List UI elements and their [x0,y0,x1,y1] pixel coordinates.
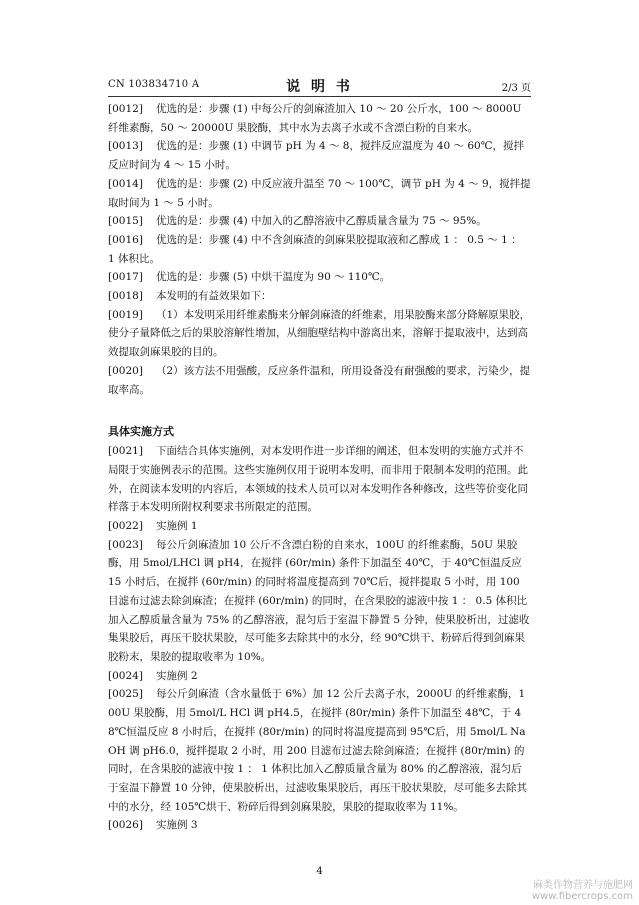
paragraph-text: 下面结合具体实施例，对本发明作进一步详细的阐述，但本发明的实施方式并不局限于实施例表示的范围。这些实施例仅用于说明本发明，而非用于限制本发明的范围。此外，在阅读本发明的内容后，本领域的技术人员可以对本发明作各种修改，这些等价变化同样落于本发明所附权利要求书所限定的范围。 [108,445,528,514]
paragraph-number: [0021] [108,445,143,458]
paragraph [108,137,531,174]
paragraph-text: 实施例 1 [156,520,198,533]
paragraph [108,268,531,287]
paragraph [108,231,531,268]
paragraph [108,517,531,536]
paragraph-number: [0023] [108,538,143,551]
watermark-line: 麻类作物营养与施肥网 [533,880,633,891]
paragraph [108,212,531,231]
paragraph-text: 每公斤剑麻渣（含水量低于 6%）加 12 公斤去离子水，2000U 的纤维素酶，100U 果胶酶，用 5mol/L HCl 调 pH4.5，在搅拌 (80r/min) 条件下加温至 48℃，于 48℃恒温反应 8 小时后，在搅拌 (80r/min) 的同时将温度提高到 95℃后，用 5mol/L NaOH 调 pH6.0，搅拌提取 2 小时，用 200 目滤布过滤去除剑麻渣；在搅拌 (80r/min) 的同时，在含果胶的滤液中按 1 ： 1 体积比加入乙醇质量含量为 80% 的乙醇溶液，混匀后于室温下静置 10 分钟，使果胶析出，过滤收集果胶后，再压干胶状果胶，尽可能多去除其中的水分，经 105℃烘干、粉碎后得到剑麻果胶，果胶的提取收率为 11%。 [108,688,528,813]
page-header [108,76,531,97]
paragraph-number: [0024] [108,669,143,682]
paragraph [108,175,531,212]
paragraph [108,100,531,137]
paragraph-number: [0012] [108,103,143,115]
paragraph-number: [0018] [108,290,143,303]
paragraph [108,362,531,399]
paragraph [108,536,531,667]
paragraph-text: 本发明的有益效果如下： [156,290,272,303]
paragraph-group-claims [108,100,531,399]
document-title: 说 明 书 [286,79,353,95]
page-indicator: 2/3 页 [501,83,531,94]
paragraph-text: 优选的是：步骤 (1) 中每公斤的剑麻渣加入 10 ～ 20 公斤水，100 ～ 8000U 纤维素酶，50 ～ 20000U 果胶酶，其中水为去离子水或不含漂白粉的自来水。 [108,103,522,134]
page-number: 4 [316,866,323,877]
paragraph-text: 实施例 2 [156,669,198,682]
paragraph-group-embodiments [108,442,531,835]
paragraph [108,816,531,835]
paragraph-number: [0026] [108,819,143,832]
paragraph-number: [0025] [108,688,143,701]
document-body [108,100,531,835]
paragraph-text: 优选的是：步骤 (1) 中调节 pH 为 4 ～ 8，搅拌反应温度为 40 ～ 60℃，搅拌反应时间为 4 ～ 15 小时。 [108,140,524,172]
paragraph-number: [0017] [108,271,143,284]
paragraph-text: 优选的是：步骤 (4) 中加入的乙醇溶液中乙醇质量含量为 75 ～ 95%。 [156,215,487,228]
section-heading: 具体实施方式 [108,425,174,439]
paragraph-text: （1）本发明采用纤维素酶来分解剑麻渣的纤维素，用果胶酶来部分降解原果胶，使分子量降低之后的果胶溶解性增加，从细胞壁结构中游离出来，溶解于提取液中，达到高效提取剑麻果胶的目的。 [108,308,531,359]
paragraph-text: 每公斤剑麻渣加 10 公斤不含漂白粉的自来水，100U 的纤维素酶，50U 果胶酶，用 5mol/LHCl 调 pH4，在搅拌 (60r/min) 条件下加温至 40℃，于 40℃恒温反应 15 小时后，在搅拌 (60r/min) 的同时将温度提高到 70℃后，搅拌提取 5 小时，用 100 目滤布过滤去除剑麻渣；在搅拌 (60r/min) 的同时，在含果胶的滤液中按 1 ： 0.5 体积比加入乙醇质量含量为 75% 的乙醇溶液，混匀后于室温下静置 5 分钟，使果胶析出，过滤收集果胶后，再压干胶状果胶，尽可能多去除其中的水分，经 90℃烘干、粉碎后得到剑麻果胶粉末，果胶的提取收率为 10%。 [108,538,530,663]
paragraph [108,287,531,306]
paragraph [108,442,531,517]
paragraph-text: （2）该方法不用强酸，反应条件温和，所用设备没有耐强酸的要求，污染少，提取率高。 [108,364,531,396]
paragraph-number: [0014] [108,177,143,190]
paragraph [108,306,531,362]
paragraph-number: [0013] [108,140,143,153]
paragraph-number: [0020] [108,364,143,377]
watermark-url: www.fibercrops.com [531,891,633,902]
paragraph [108,685,531,816]
paragraph-number: [0022] [108,520,143,533]
paragraph-number: [0016] [108,233,143,246]
paragraph-number: [0015] [108,215,143,228]
paragraph [108,667,531,686]
watermark [532,880,633,902]
paragraph-number: [0019] [108,308,143,321]
paragraph-text: 实施例 3 [156,819,198,832]
patent-number: CN 103834710 A [108,79,200,90]
paragraph-text: 优选的是：步骤 (4) 中不含剑麻渣的剑麻果胶提取液和乙醇成 1 ： 0.5 ～ 1 ： 1 体积比。 [108,233,522,265]
paragraph-text: 优选的是：步骤 (2) 中反应液升温至 70 ～ 100℃，调节 pH 为 4 ～ 9，搅拌提取时间为 1 ～ 5 小时。 [108,177,531,209]
paragraph-text: 优选的是：步骤 (5) 中烘干温度为 90 ～ 110℃。 [156,271,391,284]
